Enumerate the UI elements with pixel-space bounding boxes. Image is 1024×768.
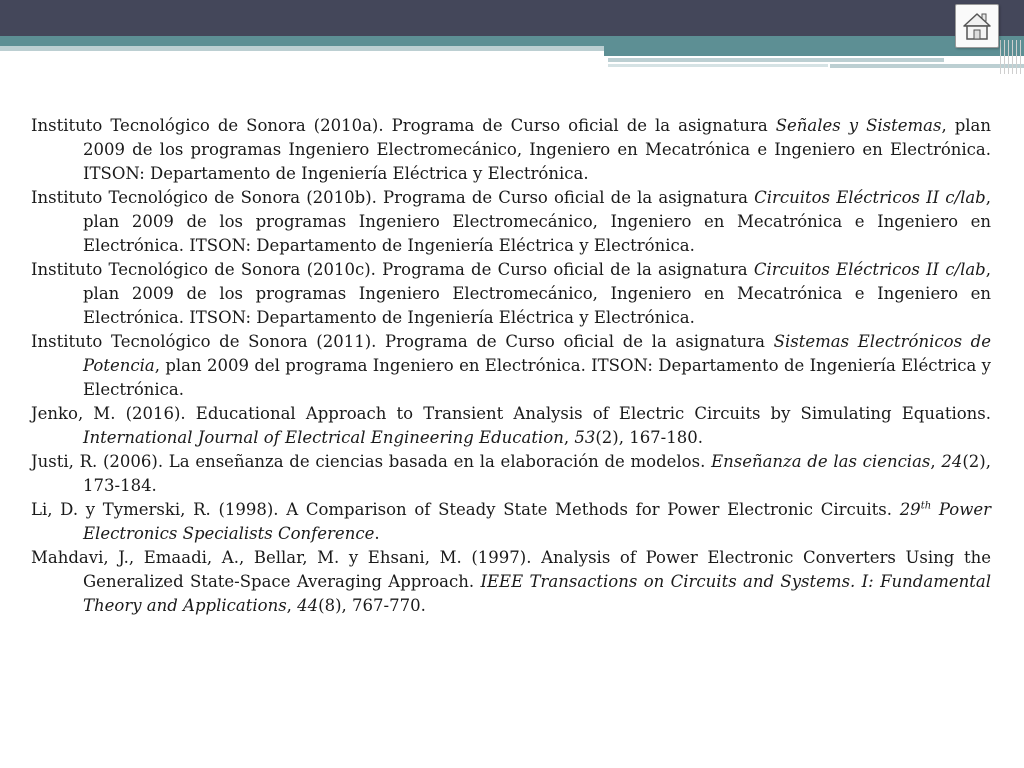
reference-entry	[31, 450, 991, 498]
reference-text: , plan 2009 de los programas Ingeniero Electromecánico, Ingeniero en Mecatrónica e Ingeniero en Electrónica. ITSON: Departamento de Ingeniería Eléctrica y Electrónica.	[83, 116, 992, 183]
reference-text: Instituto Tecnológico de Sonora (2011). Programa de Curso oficial de la asignatura	[31, 332, 774, 351]
reference-text: Jenko, M. (2016). Educational Approach to Transient Analysis of Electric Circuits by Simulating Equations.	[31, 404, 991, 423]
reference-text: (8), 767-770.	[318, 596, 426, 615]
home-button[interactable]	[955, 4, 999, 48]
header-accent-line	[0, 46, 604, 51]
reference-italic-text: Circuitos Eléctricos II c/lab	[754, 188, 986, 207]
reference-entry	[31, 114, 991, 186]
reference-italic-text: IEEE Transactions on Circuits and Systems. I: Fundamental Theory and Applications	[83, 572, 991, 615]
reference-text: (2), 173-184.	[83, 452, 991, 495]
reference-text: ,	[930, 452, 942, 471]
reference-text: (2), 167-180.	[595, 428, 703, 447]
reference-italic-text: 29	[899, 500, 921, 519]
reference-text: Li, D. y Tymerski, R. (1998). A Comparison of Steady State Methods for Power Electronic Circuits.	[31, 500, 900, 519]
reference-text: .	[374, 524, 380, 543]
reference-entry	[31, 258, 991, 330]
reference-entry	[31, 498, 991, 546]
home-icon	[961, 10, 993, 42]
reference-text: ,	[563, 428, 575, 447]
reference-italic-text: 53	[574, 428, 596, 447]
header-texture	[1000, 40, 1024, 74]
reference-text: Mahdavi, J., Emaadi, A., Bellar, M. y Ehsani, M. (1997). Analysis of Power Electronic Converters Using the Generalized State-Space Averaging Approach.	[31, 548, 991, 591]
reference-text: ,	[286, 596, 298, 615]
header-accent-line-4	[830, 64, 1024, 68]
header-band	[0, 0, 1024, 36]
reference-entry	[31, 402, 991, 450]
reference-entry	[31, 330, 991, 402]
reference-text: , plan 2009 de los programas Ingeniero Electromecánico, Ingeniero en Mecatrónica e Ingeniero en Electrónica. ITSON: Departamento de Ingeniería Eléctrica y Electrónica.	[83, 188, 991, 255]
reference-text: Instituto Tecnológico de Sonora (2010b). Programa de Curso oficial de la asignatura	[31, 188, 755, 207]
reference-superscript: th	[920, 500, 932, 512]
reference-italic-text: Circuitos Eléctricos II c/lab	[753, 260, 986, 279]
reference-text: Instituto Tecnológico de Sonora (2010a). Programa de Curso oficial de la asignatura	[31, 116, 776, 135]
reference-italic-text: Enseñanza de las ciencias	[711, 452, 931, 471]
reference-text: , plan 2009 de los programas Ingeniero Electromecánico, Ingeniero en Mecatrónica e Ingeniero en Electrónica. ITSON: Departamento de Ingeniería Eléctrica y Electrónica.	[83, 260, 991, 327]
reference-list	[31, 114, 991, 618]
reference-text: , plan 2009 del programa Ingeniero en Electrónica. ITSON: Departamento de Ingeniería Eléctrica y Electrónica.	[83, 356, 991, 399]
reference-italic-text: Power Electronics Specialists Conference	[83, 500, 991, 543]
reference-text: Instituto Tecnológico de Sonora (2010c). Programa de Curso oficial de la asignatura	[31, 260, 754, 279]
reference-italic-text: Señales y Sistemas	[775, 116, 942, 135]
header-accent-line-3	[608, 64, 828, 67]
header-accent-line-2	[608, 58, 944, 62]
header-stripe	[0, 36, 1024, 46]
reference-italic-text: International Journal of Electrical Engineering Education	[83, 428, 564, 447]
reference-entry	[31, 186, 991, 258]
reference-entry	[31, 546, 991, 618]
reference-italic-text: 44	[297, 596, 319, 615]
reference-italic-text: Sistemas Electrónicos de Potencia	[83, 332, 991, 375]
reference-italic-text: 24	[941, 452, 963, 471]
reference-text: Justi, R. (2006). La enseñanza de ciencias basada en la elaboración de modelos.	[31, 452, 712, 471]
